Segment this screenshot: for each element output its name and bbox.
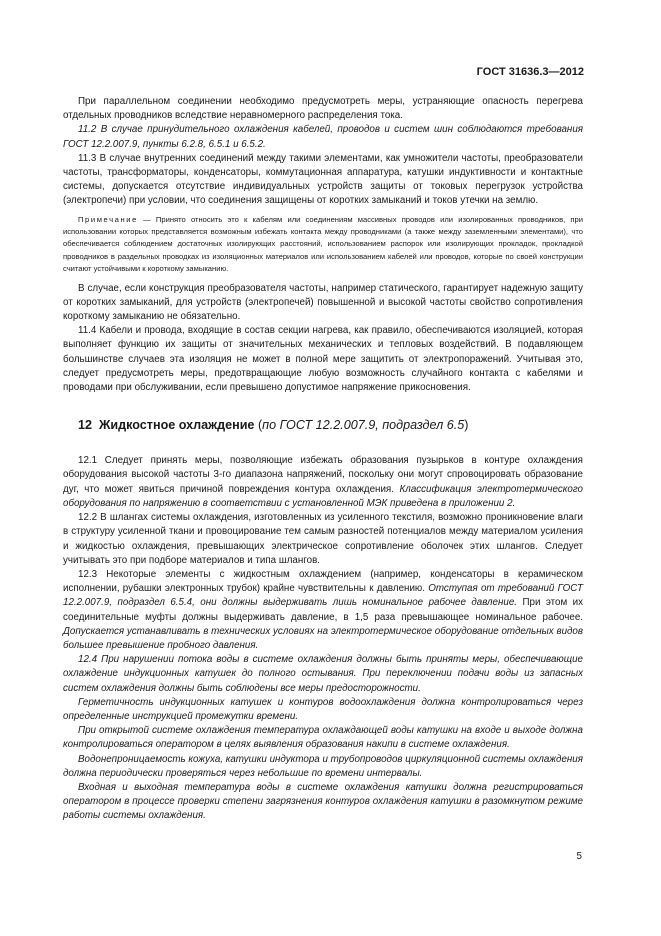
section-title: Жидкостное охлаждение	[99, 418, 255, 433]
paragraph-12-4: 12.4 При нарушении потока воды в системе охлаждения должны быть приняты меры, обеспечивающие охлаждение индукционных катушек до полного остывания. При переключении подачи воды из запасных систем охлаждения должны быть соблюдены все меры предосторожности.	[63, 654, 583, 694]
paragraph-11-4: 11.4 Кабели и провода, входящие в состав секции нагрева, как правило, обеспечиваются изоляцией, которая выполняет функцию их защиты от значительных механических и тепловых воздействий. В подавляющем большинстве случаев эта изоляция не может в полной мере защитить от электропоражений. Учитывая это, следует предусмотреть меры, предотвращающие любую возможность случайного контакта с кабелями и проводами при обслуживании, если превышено допустимое напряжение прикосновения.	[63, 325, 583, 394]
note-paragraph	[63, 214, 583, 276]
note-label: Примечание	[78, 214, 138, 224]
paragraph-parallel-connection: При параллельном соединении необходимо предусмотреть меры, устраняющие опасность перегрева отдельных проводников вследствие неравномерного распределения тока.	[63, 96, 583, 122]
paragraph-frequency-converter: В случае, если конструкция преобразователя частоты, например статического, гарантирует надежную защиту от коротких замыканий, для устройств (электропечей) повышенной и высокой частоты свойство сопротивления короткому замыканию не обязательно.	[63, 282, 583, 323]
page-number: 5	[576, 851, 582, 862]
paragraph-12-2: 12.2 В шлангах системы охлаждения, изготовленных из усиленного текстиля, возможно проникновение влаги в структуру усиленной ткани и провоцирование тем самым разностей потенциалов между материалом усиления и жидкостью охлаждения, превышающих электрическое сопротивление оболочек этих шлангов. Следует учитывать это при подборе материалов и типа шлангов.	[63, 512, 583, 566]
paragraph-12-1: 12.1 Следует принять меры, позволяющие избежать образования пузырьков в контуре охлаждения оборудования высокой частоты 3-го диапазона напряжений, поскольку они могут спровоцировать образование дуг, что может явиться причиной повреждения контура охлаждения. Классификация электротермического оборудования по напряжению в соответствии с установленной МЭК приведена в приложении 2.	[63, 455, 583, 509]
paragraph-11-2: 11.2 В случае принудительного охлаждения кабелей, проводов и систем шин соблюдаются требования ГОСТ 12.2.007.9, пункты 6.2.8, 6.5.1 и 6.5.2.	[63, 124, 583, 150]
document-standard-header: ГОСТ 31636.3—2012	[476, 66, 584, 78]
paragraph-11-3: 11.3 В случае внутренних соединений между такими элементами, как умножители частоты, преобразователи частоты, трансформаторы, конденсаторы, коммутационная аппаратура, катушки индуктивности и контактные системы, допускается отсутствие индивидуальных устройств защиты от токовых перегрузок устройства (электропечи) при условии, что соединения защищены от коротких замыканий и токов утечки на землю.	[63, 152, 583, 207]
paragraph-temperature-registration: Входная и выходная температура воды в системе охлаждения катушки должна регистрироваться оператором в процессе проверки степени загрязнения контуров охлаждения катушки в разомкнутом режиме работы системы охлаждения.	[63, 781, 583, 822]
paragraph-waterproofing: Водонепроницаемость кожуха, катушки индуктора и трубопроводов циркуляционной системы охлаждения должна периодически проверяться через небольшие по времени интервалы.	[63, 753, 583, 779]
paragraph-open-system: При открытой системе охлаждения температура охлаждающей воды катушки на входе и выходе должна контролироваться оператором в целях выявления образования накипи в системе охлаждения.	[63, 725, 583, 751]
section-number: 12	[78, 418, 93, 433]
section-reference: (по ГОСТ 12.2.007.9, подраздел 6.5)	[254, 418, 469, 433]
note-text: — Принято относить это к кабелям или соединениям массивных проводов или изолированных проводников, при использовании которых представляется возможным избежать контакта между проводниками (а также между заземленными элементами), что обеспечивается соблюдением достаточных изолирующих расстояний, использованием распорок или изолирующих прокладок, прокладкой проводников в раздельных проводках из изоляционных материалов или использованием кабелей или проводов, которые по своей конструкции считают устойчивыми к короткому замыканию.	[63, 214, 583, 274]
paragraph-tightness: Герметичность индукционных катушек и контуров водоохлаждения должна контролироваться через определенные инструкцией промежутки времени.	[63, 696, 583, 722]
section-heading	[63, 417, 583, 433]
paragraph-12-3: 12.3 Некоторые элементы с жидкостным охлаждением (например, конденсаторы в керамическом исполнении, рубашки электронных трубок) крайне чувствительны к давлению. Отступая от требований ГОСТ 12.2.007.9, подраздел 6.5.4, они должны выдерживать лишь номинальное рабочее давление. При этом их соединительные муфты должны выдерживать давление, в 1,5 раза превышающее номинальное рабочее. Допускается устанавливать в технических условиях на электротермическое оборудование отдельных видов большее превышение пробного давления.	[63, 568, 584, 651]
document-body	[63, 95, 583, 824]
